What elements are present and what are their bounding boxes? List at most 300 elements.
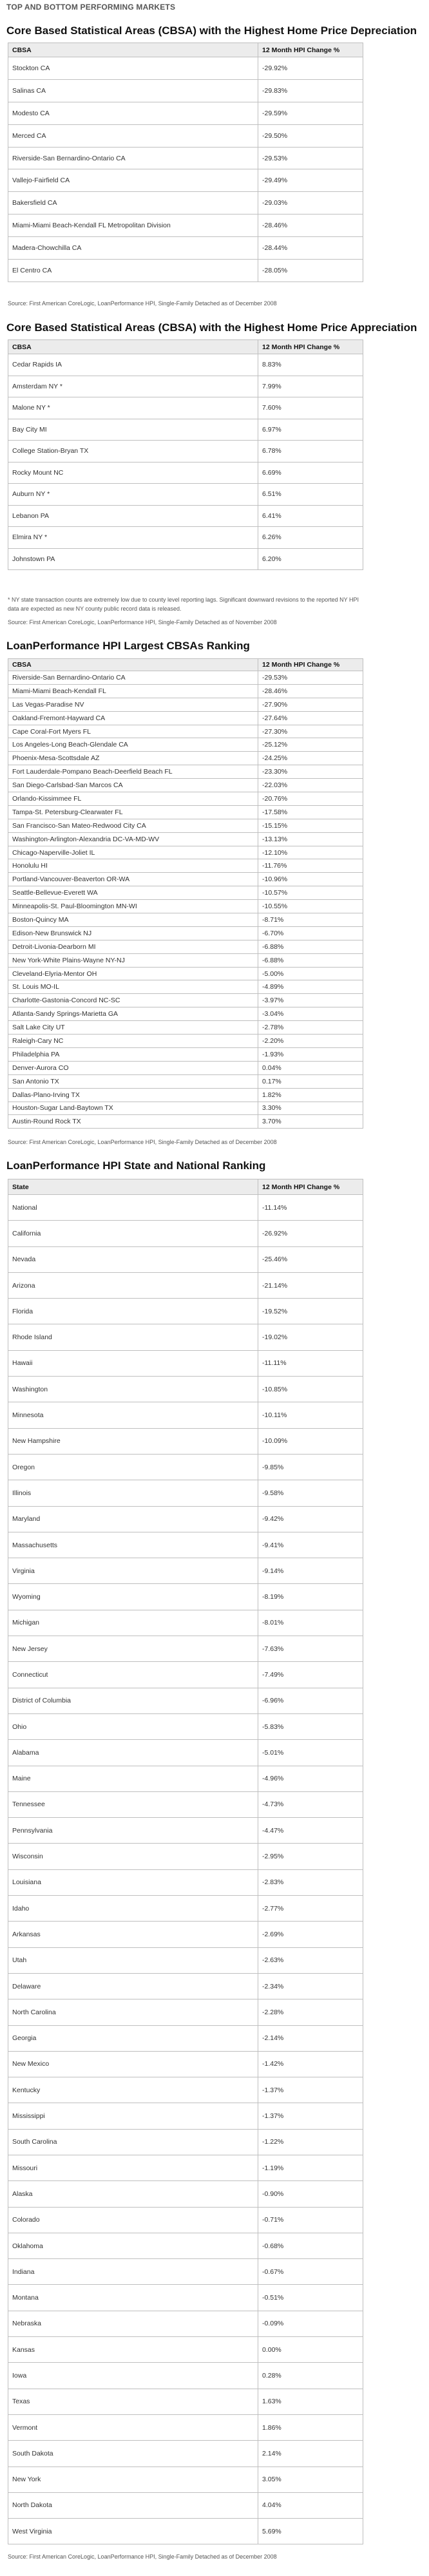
table-row: [8, 2233, 363, 2258]
row-change-cell: 6.26%: [258, 527, 363, 549]
table-row: [8, 1896, 363, 1922]
column-header-change: 12 Month HPI Change %: [258, 1179, 363, 1195]
table-row: [8, 886, 363, 900]
state-national-table: [8, 1179, 363, 2544]
row-name-cell: Boston-Quincy MA: [8, 913, 258, 927]
row-change-cell: -9.85%: [258, 1454, 363, 1480]
row-name-cell: Vallejo-Fairfield CA: [8, 169, 258, 192]
table-row: [8, 1947, 363, 1973]
row-name-cell: South Dakota: [8, 2441, 258, 2466]
row-change-cell: 7.99%: [258, 376, 363, 397]
appreciation-table: [8, 339, 363, 570]
row-name-cell: Mississippi: [8, 2103, 258, 2129]
row-name-cell: Kansas: [8, 2337, 258, 2363]
row-name-cell: Virginia: [8, 1558, 258, 1584]
table-row: [8, 462, 363, 484]
table-row: [8, 779, 363, 792]
table-row: [8, 2285, 363, 2311]
table-row: [8, 2103, 363, 2129]
row-change-cell: -11.76%: [258, 859, 363, 873]
row-change-cell: -1.22%: [258, 2129, 363, 2155]
row-change-cell: -6.88%: [258, 953, 363, 967]
row-change-cell: -29.53%: [258, 147, 363, 169]
row-name-cell: District of Columbia: [8, 1688, 258, 1713]
table-header-row: [8, 340, 363, 354]
row-name-cell: Rocky Mount NC: [8, 462, 258, 484]
table-row: [8, 260, 363, 282]
row-name-cell: Austin-Round Rock TX: [8, 1115, 258, 1129]
row-name-cell: Connecticut: [8, 1662, 258, 1688]
row-name-cell: Amsterdam NY *: [8, 376, 258, 397]
row-name-cell: Detroit-Livonia-Dearborn MI: [8, 940, 258, 953]
table-row: [8, 1246, 363, 1272]
row-change-cell: -27.64%: [258, 711, 363, 725]
row-change-cell: -10.11%: [258, 1402, 363, 1428]
table-row: [8, 548, 363, 570]
table-row: [8, 2414, 363, 2440]
row-name-cell: Johnstown PA: [8, 548, 258, 570]
table-row: [8, 711, 363, 725]
row-change-cell: 6.41%: [258, 505, 363, 527]
row-change-cell: -6.88%: [258, 940, 363, 953]
row-name-cell: Orlando-Kissimmee FL: [8, 792, 258, 806]
row-name-cell: El Centro CA: [8, 260, 258, 282]
table-row: [8, 1007, 363, 1021]
row-name-cell: Edison-New Brunswick NJ: [8, 926, 258, 940]
table-header-row: [8, 659, 363, 671]
row-change-cell: -2.83%: [258, 1869, 363, 1895]
row-name-cell: Los Angeles-Long Beach-Glendale CA: [8, 738, 258, 752]
table-row: [8, 994, 363, 1007]
row-name-cell: Tampa-St. Petersburg-Clearwater FL: [8, 805, 258, 819]
row-name-cell: Atlanta-Sandy Springs-Marietta GA: [8, 1007, 258, 1021]
row-change-cell: -2.77%: [258, 1896, 363, 1922]
table-row: [8, 1402, 363, 1428]
row-change-cell: -6.96%: [258, 1688, 363, 1713]
row-change-cell: -5.01%: [258, 1740, 363, 1766]
table-row: [8, 2441, 363, 2466]
row-name-cell: Stockton CA: [8, 57, 258, 80]
row-change-cell: -9.14%: [258, 1558, 363, 1584]
row-name-cell: Madera-Chowchilla CA: [8, 237, 258, 260]
row-name-cell: San Diego-Carlsbad-San Marcos CA: [8, 779, 258, 792]
row-change-cell: -5.83%: [258, 1713, 363, 1739]
table-row: [8, 2337, 363, 2363]
column-header-change: 12 Month HPI Change %: [258, 340, 363, 354]
row-name-cell: Bay City MI: [8, 419, 258, 441]
row-name-cell: Fort Lauderdale-Pompano Beach-Deerfield Beach FL: [8, 765, 258, 779]
column-header-name: CBSA: [8, 43, 258, 57]
row-name-cell: College Station-Bryan TX: [8, 441, 258, 463]
row-name-cell: Arizona: [8, 1272, 258, 1298]
row-name-cell: Dallas-Plano-Irving TX: [8, 1088, 258, 1102]
row-change-cell: -19.02%: [258, 1324, 363, 1350]
row-name-cell: San Francisco-San Mateo-Redwood City CA: [8, 819, 258, 832]
row-change-cell: -17.58%: [258, 805, 363, 819]
table-row: [8, 1299, 363, 1324]
row-name-cell: Kentucky: [8, 2077, 258, 2103]
table-row: [8, 1195, 363, 1221]
row-name-cell: Seattle-Bellevue-Everett WA: [8, 886, 258, 900]
table-row: [8, 527, 363, 549]
row-name-cell: North Dakota: [8, 2492, 258, 2518]
row-name-cell: Oakland-Fremont-Hayward CA: [8, 711, 258, 725]
row-change-cell: -29.53%: [258, 671, 363, 685]
row-change-cell: 3.05%: [258, 2466, 363, 2492]
column-header-change: 12 Month HPI Change %: [258, 659, 363, 671]
row-name-cell: Georgia: [8, 2025, 258, 2051]
table-row: [8, 1480, 363, 1506]
row-name-cell: Philadelphia PA: [8, 1047, 258, 1061]
row-name-cell: Portland-Vancouver-Beaverton OR-WA: [8, 873, 258, 886]
row-name-cell: Charlotte-Gastonia-Concord NC-SC: [8, 994, 258, 1007]
row-change-cell: 7.60%: [258, 397, 363, 419]
table-row: [8, 192, 363, 215]
row-change-cell: -9.58%: [258, 1480, 363, 1506]
table-row: [8, 1061, 363, 1074]
row-name-cell: Michigan: [8, 1610, 258, 1636]
row-name-cell: Oklahoma: [8, 2233, 258, 2258]
table-row: [8, 397, 363, 419]
row-name-cell: Washington: [8, 1377, 258, 1402]
table-row: [8, 1713, 363, 1739]
section-title-largest-cbsas: LoanPerformance HPI Largest CBSAs Ranking: [6, 640, 250, 652]
row-name-cell: New York-White Plains-Wayne NY-NJ: [8, 953, 258, 967]
row-change-cell: -0.67%: [258, 2259, 363, 2285]
row-name-cell: California: [8, 1221, 258, 1246]
table-row: [8, 1532, 363, 1558]
row-name-cell: Riverside-San Bernardino-Ontario CA: [8, 147, 258, 169]
row-change-cell: -10.57%: [258, 886, 363, 900]
row-change-cell: -0.68%: [258, 2233, 363, 2258]
row-name-cell: Nevada: [8, 1246, 258, 1272]
table-row: [8, 1973, 363, 1999]
row-change-cell: -2.28%: [258, 1999, 363, 2025]
table-row: [8, 1610, 363, 1636]
row-change-cell: -11.14%: [258, 1195, 363, 1221]
row-name-cell: Rhode Island: [8, 1324, 258, 1350]
row-change-cell: -8.71%: [258, 913, 363, 927]
row-name-cell: Salt Lake City UT: [8, 1021, 258, 1035]
row-change-cell: -8.19%: [258, 1584, 363, 1610]
row-change-cell: -5.00%: [258, 967, 363, 980]
row-change-cell: -29.92%: [258, 57, 363, 80]
row-name-cell: Auburn NY *: [8, 484, 258, 506]
row-name-cell: Florida: [8, 1299, 258, 1324]
table-row: [8, 1088, 363, 1102]
table-row: [8, 953, 363, 967]
row-change-cell: -6.70%: [258, 926, 363, 940]
row-name-cell: Idaho: [8, 1896, 258, 1922]
table-row: [8, 2051, 363, 2077]
table-row: [8, 2363, 363, 2389]
table-row: [8, 237, 363, 260]
row-name-cell: Miami-Miami Beach-Kendall FL Metropolitan Division: [8, 215, 258, 237]
table-row: [8, 1102, 363, 1115]
row-change-cell: 0.00%: [258, 2337, 363, 2363]
ny-footnote: * NY state transaction counts are extremely low due to county level reporting lags. Significant downward revisions to the reported NY HPI data are expected as new NY county public record data is released.: [8, 596, 359, 612]
table-row: [8, 376, 363, 397]
row-name-cell: Cedar Rapids IA: [8, 354, 258, 376]
row-name-cell: Vermont: [8, 2414, 258, 2440]
row-change-cell: -13.13%: [258, 832, 363, 846]
row-change-cell: 3.30%: [258, 1102, 363, 1115]
row-change-cell: -27.30%: [258, 725, 363, 738]
row-change-cell: -20.76%: [258, 792, 363, 806]
table-row: [8, 805, 363, 819]
row-name-cell: Iowa: [8, 2363, 258, 2389]
row-change-cell: 0.04%: [258, 1061, 363, 1074]
page-title: TOP AND BOTTOM PERFORMING MARKETS: [6, 3, 176, 12]
table-row: [8, 2207, 363, 2233]
row-change-cell: 6.51%: [258, 484, 363, 506]
row-name-cell: Ohio: [8, 1713, 258, 1739]
row-name-cell: Maryland: [8, 1506, 258, 1532]
row-change-cell: -2.69%: [258, 1922, 363, 1947]
row-change-cell: -26.92%: [258, 1221, 363, 1246]
table-row: [8, 725, 363, 738]
row-change-cell: -1.19%: [258, 2155, 363, 2180]
section-title-state-national: LoanPerformance HPI State and National Ranking: [6, 1159, 266, 1172]
row-change-cell: -8.01%: [258, 1610, 363, 1636]
row-change-cell: -29.83%: [258, 79, 363, 102]
row-name-cell: Minnesota: [8, 1402, 258, 1428]
depreciation-table: [8, 43, 363, 282]
table-row: [8, 2492, 363, 2518]
row-change-cell: 4.04%: [258, 2492, 363, 2518]
column-header-name: State: [8, 1179, 258, 1195]
source-note-state-national: Source: First American CoreLogic, LoanPerformance HPI, Single-Family Detached as of December 2008: [8, 2553, 277, 2560]
row-change-cell: -10.96%: [258, 873, 363, 886]
row-name-cell: New Jersey: [8, 1636, 258, 1662]
table-row: [8, 79, 363, 102]
row-change-cell: -10.55%: [258, 900, 363, 913]
row-name-cell: Las Vegas-Paradise NV: [8, 698, 258, 711]
table-row: [8, 819, 363, 832]
table-row: [8, 926, 363, 940]
table-row: [8, 1115, 363, 1129]
row-change-cell: -25.46%: [258, 1246, 363, 1272]
table-row: [8, 2311, 363, 2336]
row-name-cell: Cape Coral-Fort Myers FL: [8, 725, 258, 738]
row-name-cell: Cleveland-Elyria-Mentor OH: [8, 967, 258, 980]
row-name-cell: Illinois: [8, 1480, 258, 1506]
row-change-cell: -3.97%: [258, 994, 363, 1007]
column-header-name: CBSA: [8, 659, 258, 671]
row-name-cell: Indiana: [8, 2259, 258, 2285]
row-name-cell: Merced CA: [8, 124, 258, 147]
table-row: [8, 1662, 363, 1688]
table-header-row: [8, 1179, 363, 1195]
row-name-cell: Nebraska: [8, 2311, 258, 2336]
source-note-largest-cbsas: Source: First American CoreLogic, LoanPerformance HPI, Single-Family Detached as of December 2008: [8, 1139, 277, 1145]
row-change-cell: -4.47%: [258, 1818, 363, 1844]
row-change-cell: 1.86%: [258, 2414, 363, 2440]
table-row: [8, 124, 363, 147]
table-row: [8, 1047, 363, 1061]
table-row: [8, 169, 363, 192]
row-name-cell: Elmira NY *: [8, 527, 258, 549]
table-row: [8, 1688, 363, 1713]
row-change-cell: -2.14%: [258, 2025, 363, 2051]
row-name-cell: Washington-Arlington-Alexandria DC-VA-MD-WV: [8, 832, 258, 846]
row-name-cell: National: [8, 1195, 258, 1221]
row-change-cell: 1.63%: [258, 2389, 363, 2414]
row-change-cell: -22.03%: [258, 779, 363, 792]
row-name-cell: Oregon: [8, 1454, 258, 1480]
row-name-cell: Malone NY *: [8, 397, 258, 419]
row-change-cell: 8.83%: [258, 354, 363, 376]
row-change-cell: 6.69%: [258, 462, 363, 484]
table-row: [8, 354, 363, 376]
row-change-cell: 5.69%: [258, 2519, 363, 2544]
row-name-cell: Missouri: [8, 2155, 258, 2180]
row-change-cell: 3.70%: [258, 1115, 363, 1129]
row-name-cell: Miami-Miami Beach-Kendall FL: [8, 684, 258, 698]
row-change-cell: -28.46%: [258, 684, 363, 698]
table-row: [8, 846, 363, 859]
row-name-cell: Wisconsin: [8, 1844, 258, 1869]
table-row: [8, 1636, 363, 1662]
table-row: [8, 147, 363, 169]
table-row: [8, 1766, 363, 1791]
table-row: [8, 2389, 363, 2414]
row-change-cell: -2.63%: [258, 1947, 363, 1973]
table-row: [8, 484, 363, 506]
table-row: [8, 1584, 363, 1610]
table-row: [8, 684, 363, 698]
section-title-depreciation: Core Based Statistical Areas (CBSA) with the Highest Home Price Depreciation: [6, 24, 417, 37]
row-change-cell: 6.78%: [258, 441, 363, 463]
table-row: [8, 859, 363, 873]
table-row: [8, 765, 363, 779]
row-name-cell: Chicago-Naperville-Joliet IL: [8, 846, 258, 859]
table-row: [8, 2155, 363, 2180]
row-change-cell: -15.15%: [258, 819, 363, 832]
table-row: [8, 1377, 363, 1402]
row-change-cell: -21.14%: [258, 1272, 363, 1298]
row-name-cell: New York: [8, 2466, 258, 2492]
row-change-cell: -0.51%: [258, 2285, 363, 2311]
table-row: [8, 738, 363, 752]
row-name-cell: North Carolina: [8, 1999, 258, 2025]
table-row: [8, 913, 363, 927]
table-row: [8, 1791, 363, 1817]
row-change-cell: -10.85%: [258, 1377, 363, 1402]
row-change-cell: 0.17%: [258, 1074, 363, 1088]
row-name-cell: New Mexico: [8, 2051, 258, 2077]
row-change-cell: -7.49%: [258, 1662, 363, 1688]
table-row: [8, 1818, 363, 1844]
table-row: [8, 671, 363, 685]
table-row: [8, 792, 363, 806]
row-name-cell: Texas: [8, 2389, 258, 2414]
row-change-cell: -3.04%: [258, 1007, 363, 1021]
table-row: [8, 2129, 363, 2155]
row-name-cell: South Carolina: [8, 2129, 258, 2155]
source-note-depreciation: Source: First American CoreLogic, LoanPerformance HPI, Single-Family Detached as of December 2008: [8, 300, 277, 307]
row-change-cell: -4.89%: [258, 980, 363, 994]
table-row: [8, 2519, 363, 2544]
column-header-name: CBSA: [8, 340, 258, 354]
row-change-cell: 6.97%: [258, 419, 363, 441]
row-name-cell: Maine: [8, 1766, 258, 1791]
table-row: [8, 1454, 363, 1480]
row-change-cell: -10.09%: [258, 1428, 363, 1454]
row-change-cell: -19.52%: [258, 1299, 363, 1324]
row-change-cell: -0.09%: [258, 2311, 363, 2336]
table-row: [8, 57, 363, 80]
row-change-cell: -28.05%: [258, 260, 363, 282]
row-change-cell: -9.42%: [258, 1506, 363, 1532]
table-header-row: [8, 43, 363, 57]
table-row: [8, 900, 363, 913]
row-change-cell: -11.11%: [258, 1350, 363, 1376]
row-name-cell: Alaska: [8, 2181, 258, 2207]
table-row: [8, 419, 363, 441]
row-change-cell: -28.44%: [258, 237, 363, 260]
table-row: [8, 1558, 363, 1584]
row-name-cell: Houston-Sugar Land-Baytown TX: [8, 1102, 258, 1115]
row-change-cell: -29.50%: [258, 124, 363, 147]
table-row: [8, 940, 363, 953]
row-name-cell: Minneapolis-St. Paul-Bloomington MN-WI: [8, 900, 258, 913]
table-row: [8, 1035, 363, 1048]
row-change-cell: -2.95%: [258, 1844, 363, 1869]
table-row: [8, 832, 363, 846]
row-name-cell: Phoenix-Mesa-Scottsdale AZ: [8, 752, 258, 765]
row-name-cell: Salinas CA: [8, 79, 258, 102]
table-row: [8, 215, 363, 237]
row-change-cell: -23.30%: [258, 765, 363, 779]
table-row: [8, 1021, 363, 1035]
row-change-cell: -25.12%: [258, 738, 363, 752]
row-change-cell: -28.46%: [258, 215, 363, 237]
row-change-cell: -4.73%: [258, 1791, 363, 1817]
row-name-cell: Utah: [8, 1947, 258, 1973]
row-change-cell: -1.93%: [258, 1047, 363, 1061]
table-row: [8, 1740, 363, 1766]
source-note-appreciation: Source: First American CoreLogic, LoanPerformance HPI, Single-Family Detached as of November 2008: [8, 619, 277, 625]
row-change-cell: -0.71%: [258, 2207, 363, 2233]
row-name-cell: Pennsylvania: [8, 1818, 258, 1844]
row-name-cell: Lebanon PA: [8, 505, 258, 527]
row-name-cell: Delaware: [8, 1973, 258, 1999]
table-row: [8, 967, 363, 980]
table-row: [8, 752, 363, 765]
table-row: [8, 1074, 363, 1088]
table-row: [8, 102, 363, 124]
row-change-cell: -4.96%: [258, 1766, 363, 1791]
row-name-cell: Massachusetts: [8, 1532, 258, 1558]
table-row: [8, 1324, 363, 1350]
table-row: [8, 1999, 363, 2025]
table-row: [8, 698, 363, 711]
table-row: [8, 2077, 363, 2103]
row-change-cell: -29.49%: [258, 169, 363, 192]
table-row: [8, 2466, 363, 2492]
row-change-cell: 1.82%: [258, 1088, 363, 1102]
row-name-cell: Montana: [8, 2285, 258, 2311]
row-name-cell: Louisiana: [8, 1869, 258, 1895]
row-name-cell: Raleigh-Cary NC: [8, 1035, 258, 1048]
row-change-cell: -24.25%: [258, 752, 363, 765]
table-row: [8, 1428, 363, 1454]
row-change-cell: -1.42%: [258, 2051, 363, 2077]
row-change-cell: -2.78%: [258, 1021, 363, 1035]
row-name-cell: Denver-Aurora CO: [8, 1061, 258, 1074]
table-row: [8, 873, 363, 886]
